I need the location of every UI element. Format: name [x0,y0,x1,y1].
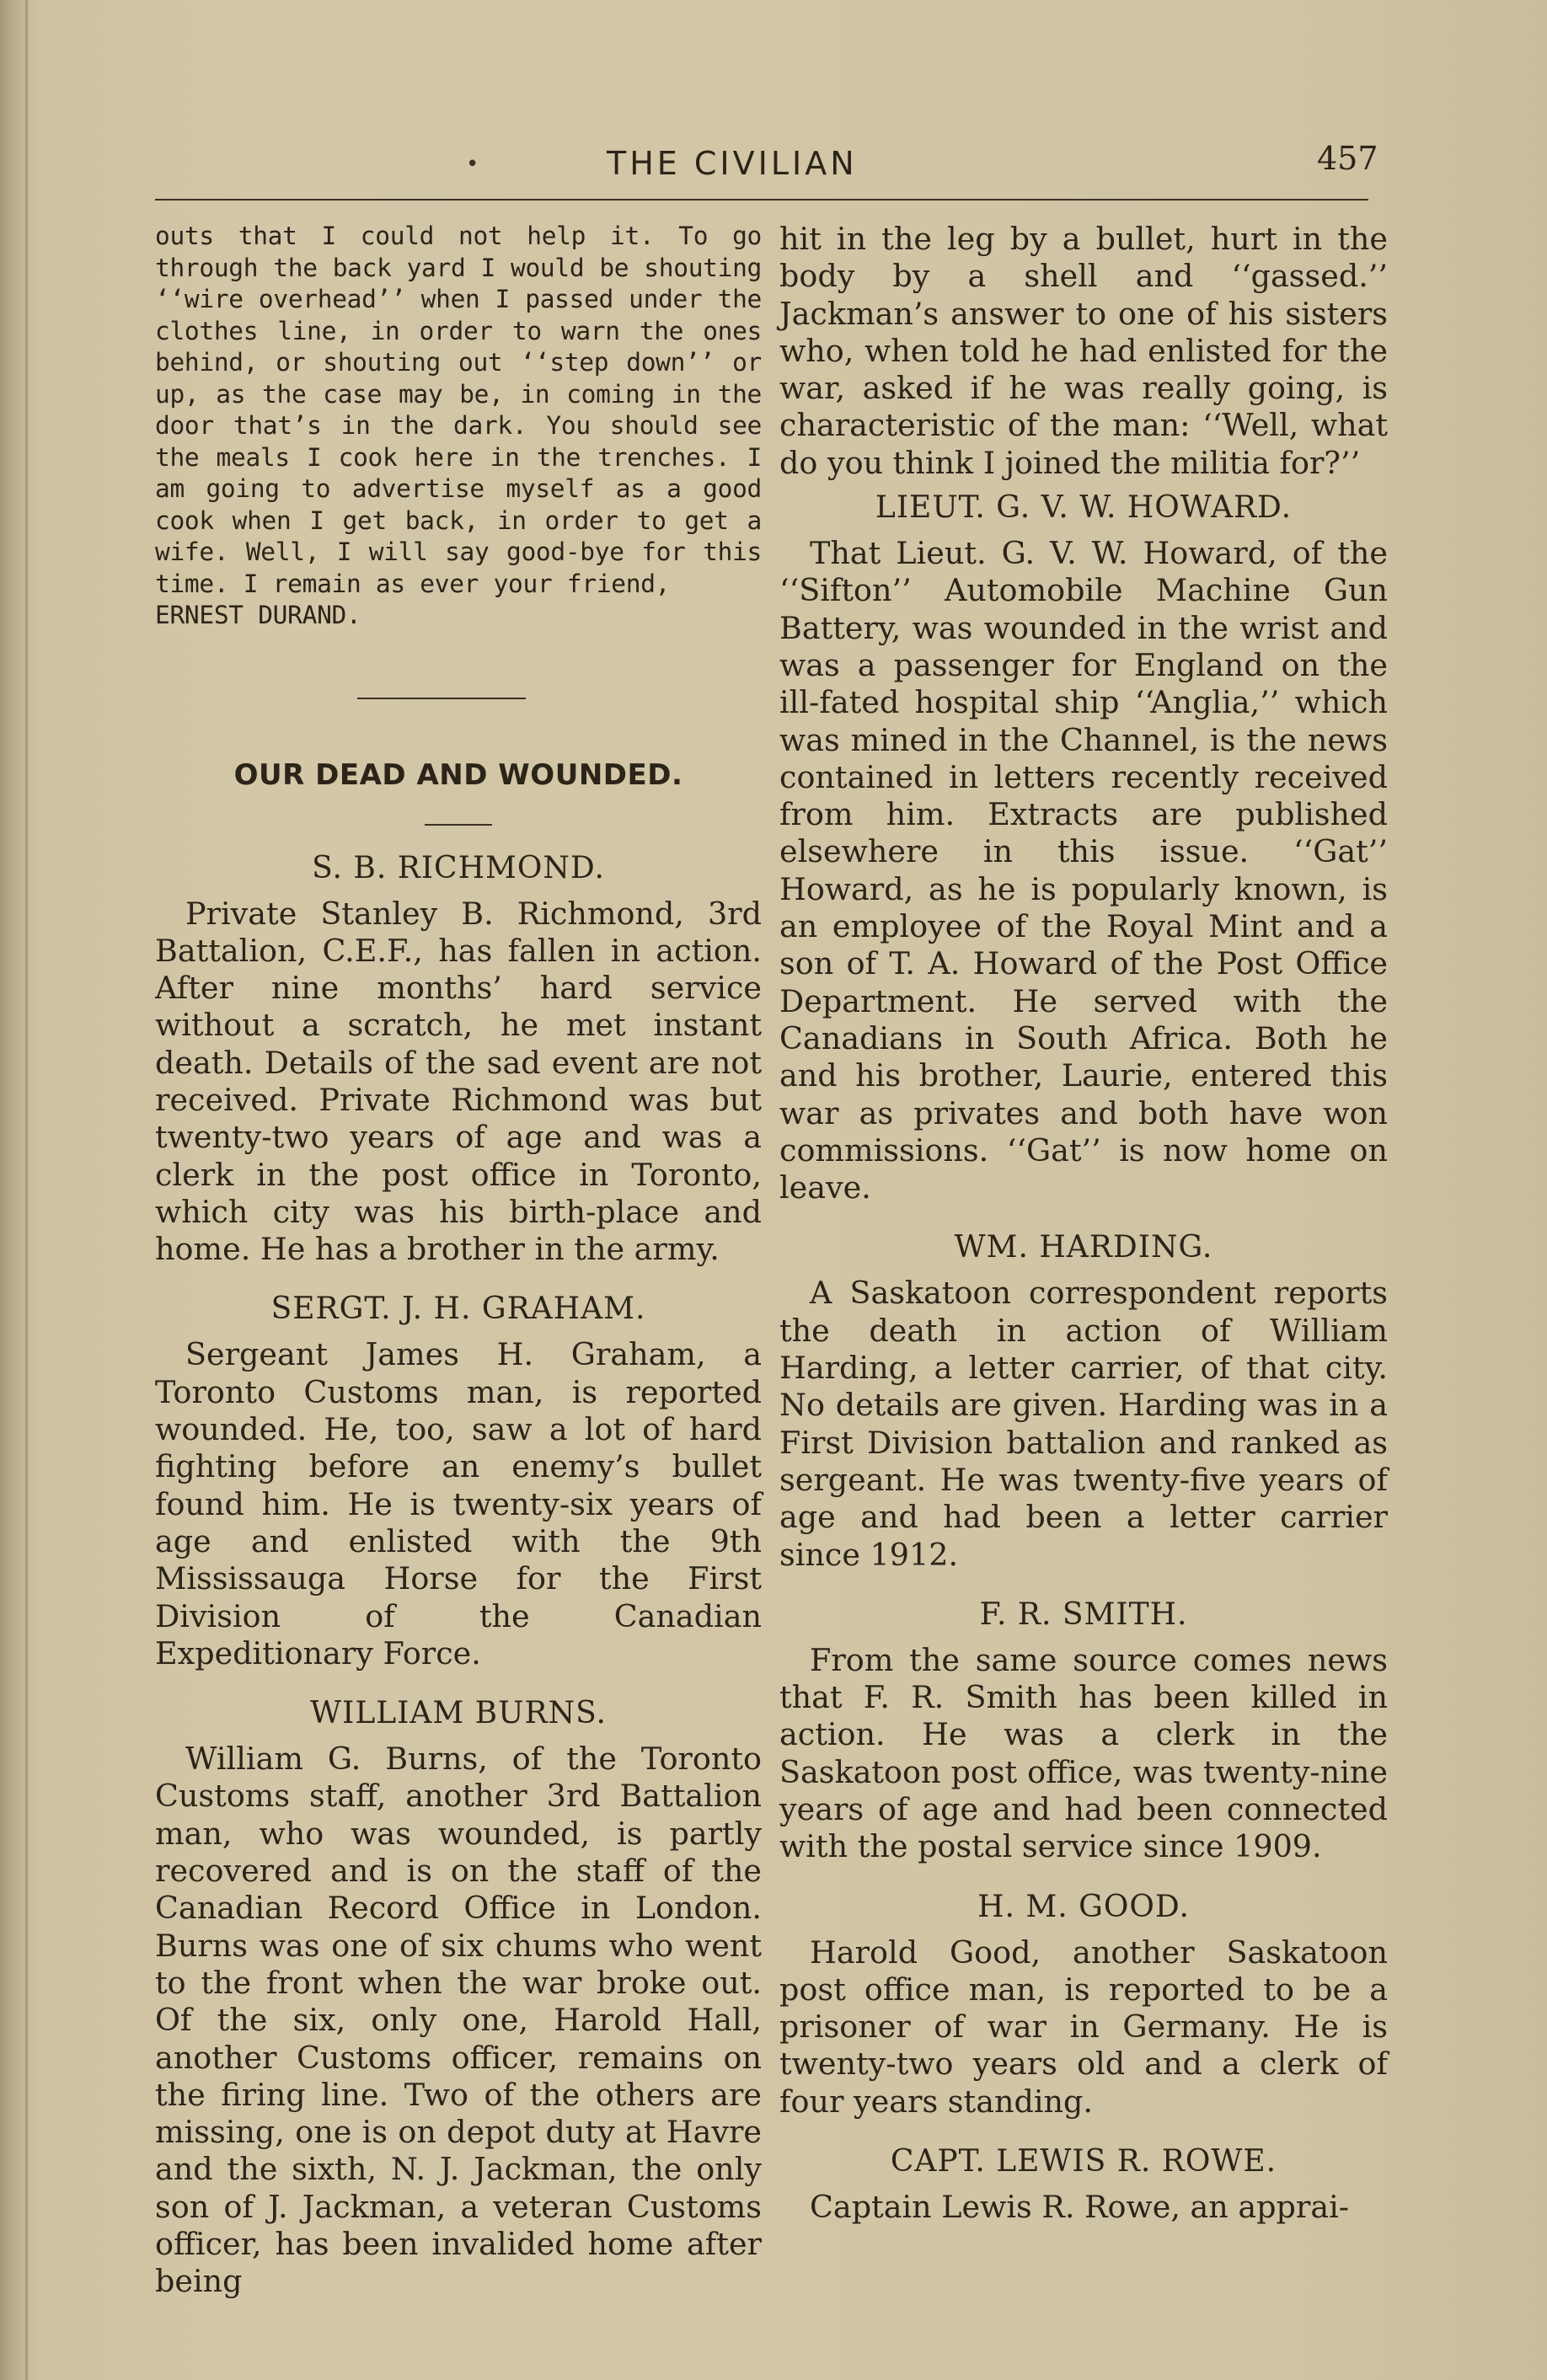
entry-heading-richmond: S. B. RICHMOND. [312,850,605,885]
letter-signature: ERNEST DURAND. [155,601,361,629]
continuation-text: hit in the leg by a bullet, hurt in the body by a shell and ‘‘gassed.’’ Jackman’s answer to one of his sisters who, when told he had enlisted for the war, asked if he was really going, is characteristic of the man: ‘‘Well, what do you think I joined the militia for?’’ [779,221,1388,481]
entry-text-howard: That Lieut. G. V. W. Howard, of the ‘‘Sifton’’ Automobile Machine Gun Battery, was wounded in the wrist and was a passenger for England on the ill-fated hospital ship ‘‘Anglia,’’ which was mined in the Channel, is the news contained in letters recently received from him. Extracts are published elsewhere in this issue. ‘‘Gat’’ Howard, as he is popularly known, is an employee of the Royal Mint and a son of T. A. Howard of the Post Office Department. He served with the Canadians in South Africa. Both he and his brother, Laurie, entered this war as privates and both have won commissions. ‘‘Gat’’ is now home on leave. [779,535,1388,1206]
publication-title: THE CIVILIAN [607,145,858,182]
binding-edge [25,0,28,2380]
running-header [0,126,1547,194]
entry-heading-harding: WM. HARDING. [954,1230,1213,1265]
section-title: OUR DEAD AND WOUNDED. [233,757,683,792]
entry-text-smith: From the same source comes news that F. R. Smith has been killed in action. He was a clerk in the Saskatoon post office, was twenty-nine years of age and had been connected with the postal service since 1909. [779,1641,1388,1865]
header-ornament: • [466,152,479,177]
entry-text-harding: A Saskatoon correspondent reports the death in action of William Harding, a letter carrier, of that city. No details are given. Harding was in a First Division battalion and ranked as sergeant. He was twenty-five years of age and had been a letter carrier since 1912. [779,1275,1388,1573]
entry-heading-burns: WILLIAM BURNS. [310,1696,607,1731]
title-divider [425,824,492,826]
left-column [155,221,762,2301]
letter-excerpt [155,221,762,632]
entry-text-good: Harold Good, another Saskatoon post office man, is reported to be a prisoner of war in Germany. He is twenty-two years old and a clerk of four years standing. [779,1933,1388,2120]
page-number: 457 [1317,140,1378,177]
entry-heading-smith: F. R. SMITH. [979,1596,1188,1632]
header-rule [155,199,1368,201]
entry-heading-howard: LIEUT. G. V. W. HOWARD. [875,490,1293,526]
entry-text-rowe: Captain Lewis R. Rowe, an apprai- [810,2189,1350,2226]
entry-text-burns: William G. Burns, of the Toronto Customs staff, another 3rd Battalion man, who was wounded, is partly recovered and is on the staff of the Canadian Record Office in London. Burns was one of six chums who went to the front when the war broke out. Of the six, only one, Harold Hall, another Customs officer, remains on the firing line. Two of the others are missing, one is on depot duty at Havre and the sixth, N. J. Jackman, the only son of J. Jackman, a veteran Customs officer, has been invalided home after being [155,1741,762,2300]
letter-text: outs that I could not help it. To go through the back yard I would be shouting ‘‘wire overhead’’ when I passed under the clothes line, in order to warn the ones behind, or shouting out ‘‘step down’’ or up, as the case may be, in coming in the door that’s in the dark. You should see the meals I cook here in the trenches. I am going to advertise myself as a good cook when I get back, in order to get a wife. Well, I will say good-bye for this time. I remain as ever your friend, [155,222,762,598]
right-column [779,221,1388,2226]
entry-heading-graham: SERGT. J. H. GRAHAM. [270,1292,646,1327]
entry-heading-good: H. M. GOOD. [977,1889,1190,1924]
entry-text-richmond: Private Stanley B. Richmond, 3rd Battalion, C.E.F., has fallen in action. After nine months’ hard service without a scratch, he met instant death. Details of the sad event are not received. Private Richmond was but twenty-two years of age and was a clerk in the post office in Toronto, which city was his birth-place and home. He has a brother in the army. [155,895,762,1268]
entry-heading-rowe: CAPT. LEWIS R. ROWE. [890,2144,1277,2179]
entry-text-graham: Sergeant James H. Graham, a Toronto Customs man, is reported wounded. He, too, saw a lot of hard fighting before an enemy’s bullet found him. He is twenty-six years of age and enlisted with the 9th Mississauga Horse for the First Division of the Canadian Expeditionary Force. [155,1336,762,1671]
section-divider [357,698,526,699]
